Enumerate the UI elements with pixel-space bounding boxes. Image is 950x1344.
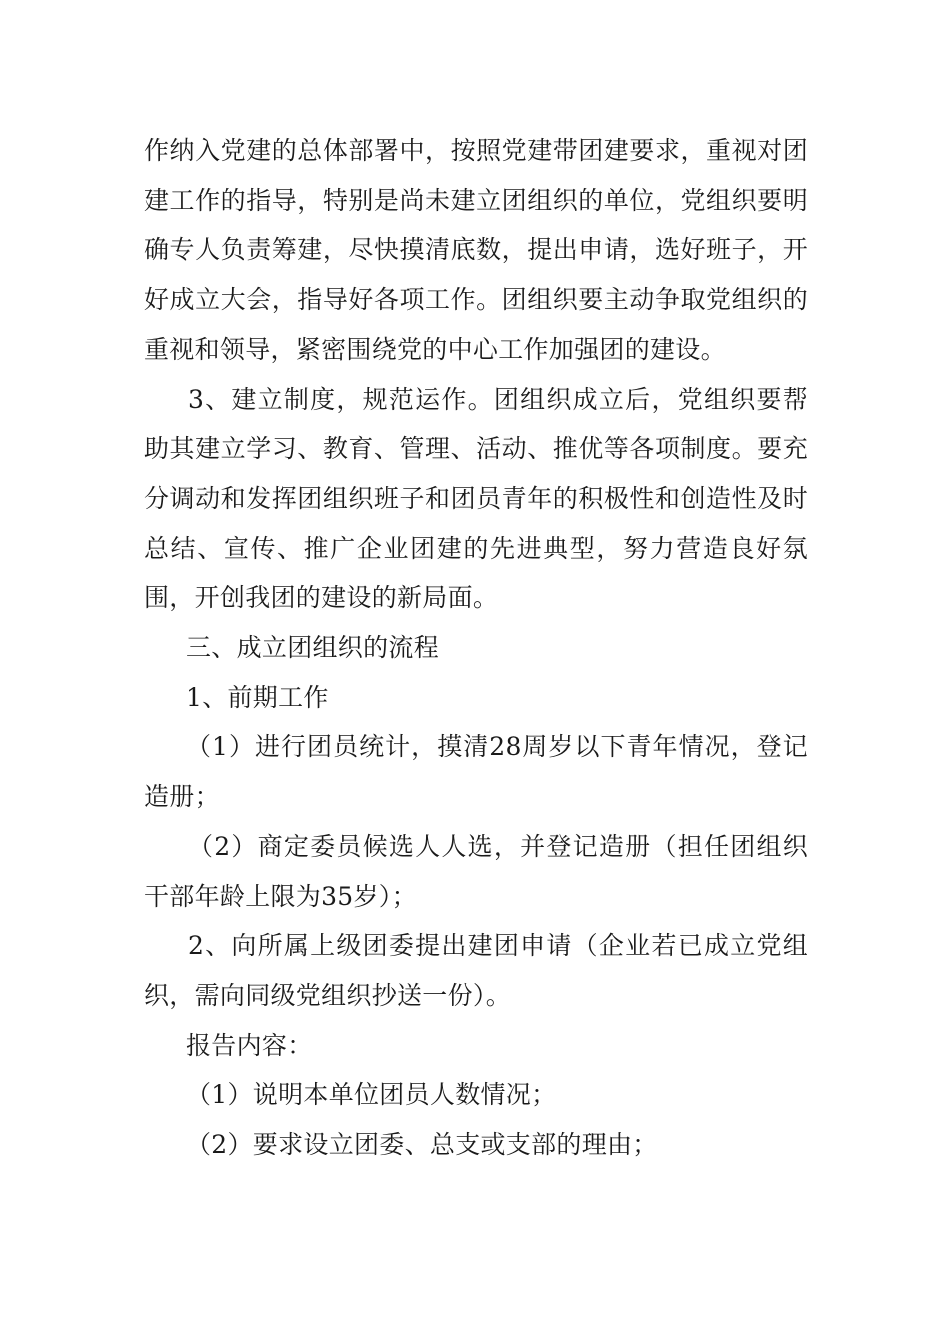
paragraph-application: 2、向所属上级团委提出建团申请（企业若已成立党组织，需向同级党组织抄送一份）。 [144,931,808,1010]
list-item-member-statistics: （1）进行团员统计，摸清28周岁以下青年情况，登记造册； [144,732,808,812]
paragraph-establish-system: 3、建立制度，规范运作。团组织成立后，党组织要帮助其建立学习、教育、管理、活动、推优等各项制度。要充分调动和发挥团组织班子和团员青年的积极性和创造性及时总结、宣传、推广企业团建的先进典型，努力营造良好氛围，开创我团的建设的新局面。 [144,384,808,613]
list-item-candidate-selection: （2）商定委员候选人人选，并登记造册（担任团组织干部年龄上限为35岁）； [144,831,808,911]
subheading-preliminary-work: 1、前期工作 [186,682,329,712]
paragraph-party-building: 作纳入党建的总体部署中，按照党建带团建要求，重视对团建工作的指导，特别是尚未建立团组织的单位，党组织要明确专人负责筹建，尽快摸清底数，提出申请，选好班子，开好成立大会，指导好各项工作。团组织要主动争取党组织的重视和领导，紧密围绕党的中心工作加强团的建设。 [144,136,808,364]
list-item-reason: （2）要求设立团委、总支或支部的理由； [186,1130,658,1160]
list-item-member-count: （1）说明本单位团员人数情况； [186,1080,557,1110]
section-heading-process: 三、成立团组织的流程 [186,633,440,663]
label-report-content: 报告内容： [186,1030,313,1060]
document-body [144,126,808,1170]
